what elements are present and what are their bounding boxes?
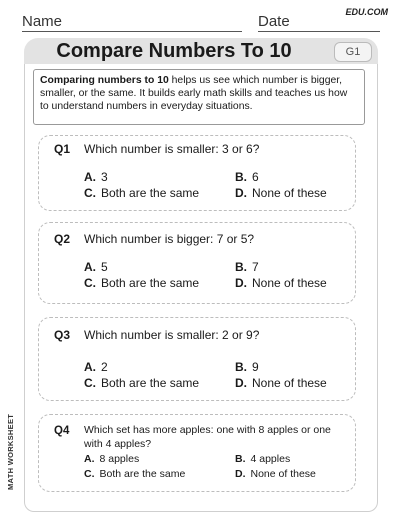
date-label: Date bbox=[258, 13, 290, 30]
option-key: A. bbox=[84, 260, 96, 274]
option-key: C. bbox=[84, 376, 96, 390]
option-a[interactable] bbox=[84, 360, 108, 374]
option-text: 5 bbox=[101, 260, 108, 274]
option-key: A. bbox=[84, 453, 95, 465]
option-key: B. bbox=[235, 260, 247, 274]
option-text: None of these bbox=[252, 276, 327, 290]
question-text: Which set has more apples: one with 8 apples or one with 4 apples? bbox=[84, 424, 331, 450]
option-text: None of these bbox=[250, 468, 316, 480]
option-text: Both are the same bbox=[101, 376, 200, 390]
option-key: C. bbox=[84, 186, 96, 200]
option-d[interactable] bbox=[235, 376, 327, 390]
option-d[interactable] bbox=[235, 468, 316, 480]
option-text: 2 bbox=[101, 360, 108, 374]
option-c[interactable] bbox=[84, 276, 199, 290]
option-text: Both are the same bbox=[101, 186, 200, 200]
option-key: B. bbox=[235, 360, 247, 374]
option-b[interactable] bbox=[235, 260, 259, 274]
question-card-q1 bbox=[38, 135, 356, 211]
option-text: 4 apples bbox=[250, 453, 291, 465]
option-text: Both are the same bbox=[99, 468, 186, 480]
option-text: None of these bbox=[252, 186, 327, 200]
option-key: A. bbox=[84, 360, 96, 374]
option-b[interactable] bbox=[235, 170, 259, 184]
question-number: Q2 bbox=[54, 232, 71, 246]
name-label: Name bbox=[22, 13, 63, 30]
question-text: Which number is smaller: 3 or 6? bbox=[84, 142, 260, 156]
grade-badge: G1 bbox=[334, 42, 372, 62]
intro-box bbox=[33, 69, 365, 125]
question-number: Q3 bbox=[54, 328, 71, 342]
option-a[interactable] bbox=[84, 170, 108, 184]
option-text: Both are the same bbox=[101, 276, 200, 290]
option-key: D. bbox=[235, 186, 247, 200]
option-key: D. bbox=[235, 276, 247, 290]
option-d[interactable] bbox=[235, 186, 327, 200]
option-b[interactable] bbox=[235, 360, 259, 374]
option-c[interactable] bbox=[84, 376, 199, 390]
option-key: A. bbox=[84, 170, 96, 184]
side-label: MATH WORKSHEET bbox=[6, 413, 15, 490]
option-text: None of these bbox=[252, 376, 327, 390]
question-text: Which number is bigger: 7 or 5? bbox=[84, 232, 255, 246]
option-text: 6 bbox=[252, 170, 259, 184]
option-c[interactable] bbox=[84, 468, 185, 480]
option-text: 8 apples bbox=[99, 453, 140, 465]
option-a[interactable] bbox=[84, 453, 139, 465]
page-title: Compare Numbers To 10 bbox=[56, 40, 292, 62]
date-line bbox=[258, 31, 380, 32]
option-b[interactable] bbox=[235, 453, 290, 465]
question-number: Q4 bbox=[54, 425, 70, 437]
option-c[interactable] bbox=[84, 186, 199, 200]
intro-text: helps us see which number is bigger, smaller, or the same. It builds early math skills and teaches us how to understand numbers in everyday situations. bbox=[40, 75, 348, 112]
option-key: C. bbox=[84, 276, 96, 290]
option-text: 7 bbox=[252, 260, 259, 274]
option-key: D. bbox=[235, 468, 246, 480]
question-text: Which number is smaller: 2 or 9? bbox=[84, 328, 260, 342]
option-key: D. bbox=[235, 376, 247, 390]
option-text: 9 bbox=[252, 360, 259, 374]
option-key: C. bbox=[84, 468, 95, 480]
question-number: Q1 bbox=[54, 142, 71, 156]
option-key: B. bbox=[235, 453, 246, 465]
worksheet-header bbox=[0, 0, 400, 40]
intro-bold-text: Comparing numbers to 10 bbox=[40, 75, 169, 86]
option-key: B. bbox=[235, 170, 247, 184]
question-card-q2 bbox=[38, 222, 356, 304]
question-card-q3 bbox=[38, 317, 356, 401]
option-text: 3 bbox=[101, 170, 108, 184]
option-a[interactable] bbox=[84, 260, 108, 274]
question-card-q4 bbox=[38, 414, 356, 492]
option-d[interactable] bbox=[235, 276, 327, 290]
name-line bbox=[22, 31, 242, 32]
brand-logo: EDU.COM bbox=[345, 7, 388, 17]
